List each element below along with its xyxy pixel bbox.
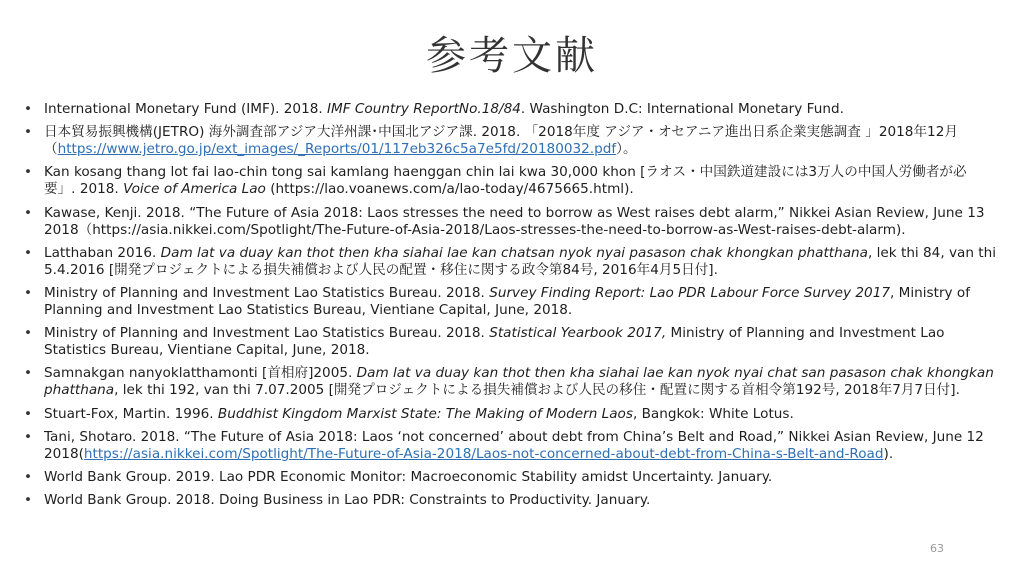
reference-text: , Ministry of Planning and Investment Lao Statistics Bureau, Vientiane Capital, June, 2018. [44, 284, 971, 318]
reference-italic-title: Survey Finding Report: Lao PDR Labour Force Survey 2017 [489, 284, 890, 301]
reference-text: Ministry of Planning and Investment Lao Statistics Bureau. 2018. [44, 284, 490, 301]
reference-item [22, 325, 997, 359]
reference-item [22, 365, 997, 399]
reference-item [22, 285, 997, 319]
reference-item [22, 492, 997, 509]
reference-italic-title: IMF Country ReportNo.18/84 [327, 101, 521, 117]
reference-text: . Washington D.C: International Monetary Fund. [520, 101, 844, 117]
reference-text: Latthaban 2016. [44, 244, 161, 261]
reference-italic-title: Voice of America Lao [123, 181, 266, 198]
reference-item [22, 205, 997, 239]
reference-text: World Bank Group. 2018. Doing Business in Lao PDR: Constraints to Productivity. January. [44, 492, 651, 509]
slide-title: 参考文献 [426, 33, 598, 79]
reference-italic-title: Statistical Yearbook 2017, [489, 325, 667, 342]
reference-list [22, 101, 997, 515]
reference-text: International Monetary Fund (IMF). 2018. [44, 101, 328, 117]
reference-text: Kawase, Kenji. 2018. “The Future of Asia 2018: Laos stresses the need to borrow as West raises debt alarm,” Nikkei Asian Review, June 13 2018（https://asia.nikkei.com/Spotlight/The-Future-of-Asia-2018/Laos-stresses-the-need-to-borrow-as-West-raises-debt-alarm). [44, 204, 985, 238]
reference-item [22, 245, 997, 279]
reference-text: ). [883, 445, 894, 462]
page-number: 63 [930, 542, 944, 555]
reference-link[interactable]: https://www.jetro.go.jp/ext_images/_Reports/01/117eb326c5a7e5fd/20180032.pdf [57, 141, 617, 158]
reference-text: , lek thi 192, van thi 7.07.2005 [開発プロジェクトによる損失補償および人民の移住・配置に関する首相令第192号, 2018年7月7日付]. [114, 382, 960, 399]
reference-text: Ministry of Planning and Investment Lao Statistics Bureau, Vientiane Capital, June, 2018. [44, 325, 945, 359]
reference-italic-title: Buddhist Kingdom Marxist State: The Making of Modern Laos [217, 405, 633, 422]
reference-text: (https://lao.voanews.com/a/lao-today/4675665.html). [265, 181, 634, 198]
reference-item [22, 406, 997, 423]
reference-text: World Bank Group. 2019. Lao PDR Economic Monitor: Macroeconomic Stability amidst Uncertainty. January. [44, 468, 773, 485]
reference-item [22, 429, 997, 463]
reference-link[interactable]: https://asia.nikkei.com/Spotlight/The-Future-of-Asia-2018/Laos-not-concerned-about-debt-from-China-s-Belt-and-Road [83, 445, 884, 462]
reference-item [22, 164, 997, 198]
reference-item [22, 124, 997, 158]
reference-text: Stuart-Fox, Martin. 1996. [44, 405, 218, 422]
reference-italic-title: Dam lat va duay kan thot then kha siahai lae kan nyok nyai chat san pasason chak khongkan phatthana [44, 365, 994, 399]
reference-text: Tani, Shotaro. 2018. “The Future of Asia 2018: Laos ‘not concerned’ about debt from China’s Belt and Road,” Nikkei Asian Review, June 12 2018( [44, 428, 998, 462]
reference-text: Ministry of Planning and Investment Lao Statistics Bureau. 2018. [44, 325, 490, 342]
reference-text: , lek thi 84, van thi 5.4.2016 [開発プロジェクトによる損失補償および人民の配置・移住に関する政令第84号, 2016年4月5日付]. [44, 244, 997, 278]
reference-text: 日本貿易振興機構(JETRO) 海外調査部アジア大洋州課･中国北アジア課. 2018. 「2018年度 アジア・オセアニア進出日系企業実態調査 」2018年12月（ [44, 124, 958, 158]
reference-text: Kan kosang thang lot fai lao-chin tong sai kamlang haenggan chin lai kwa 30,000 khon [ラオス・中国鉄道建設には3万人の中国人労働者が必要」. 2018. [44, 164, 967, 198]
reference-italic-title: Dam lat va duay kan thot then kha siahai lae kan chatsan nyok nyai pasason chak khongkan phatthana [160, 244, 869, 261]
reference-item [22, 469, 997, 486]
reference-text: ）。 [616, 141, 637, 158]
reference-text: , Bangkok: White Lotus. [632, 405, 794, 422]
reference-item [22, 101, 997, 118]
reference-text: Samnakgan nanyoklatthamonti [首相府]2005. [44, 365, 357, 382]
